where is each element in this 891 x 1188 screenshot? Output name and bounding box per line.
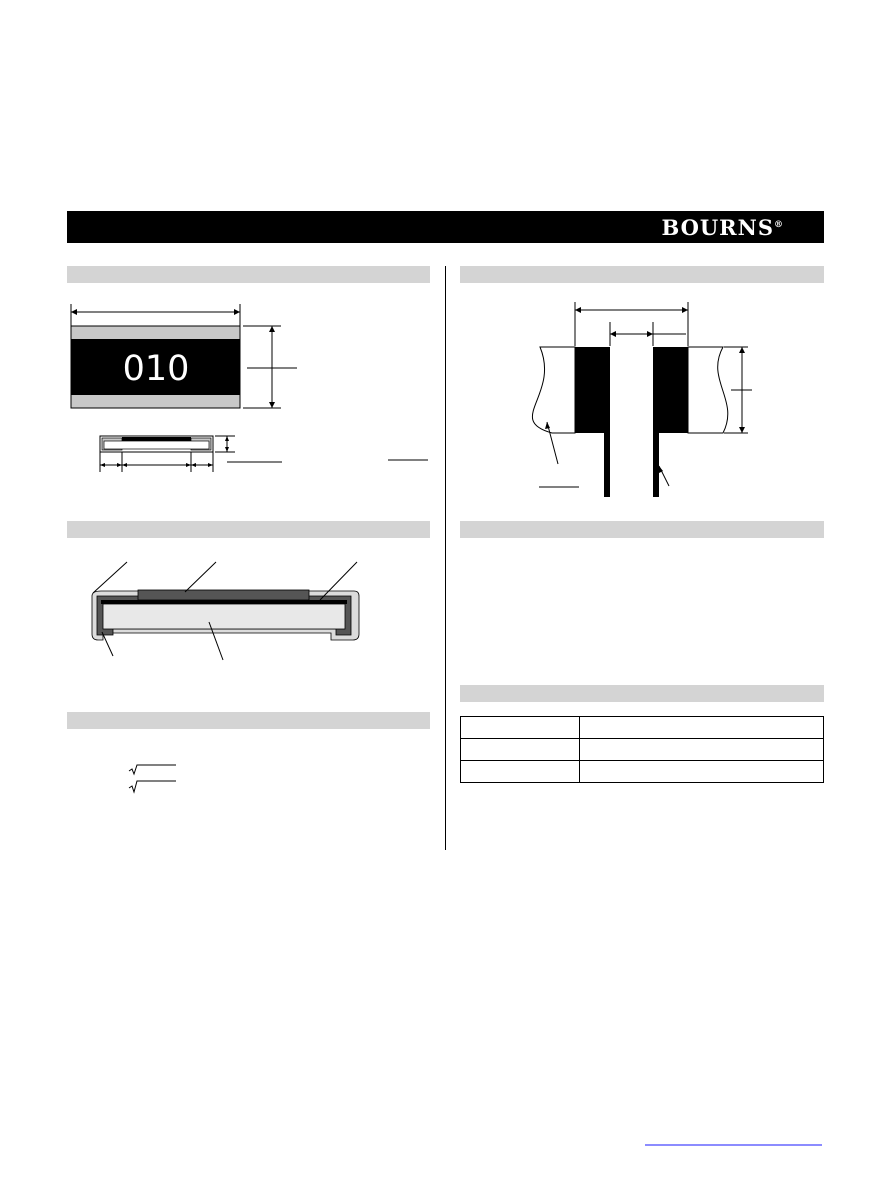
formula-radicals — [129, 765, 176, 792]
land-pattern-drawing — [532, 302, 752, 497]
table-row — [461, 761, 824, 783]
table-row — [461, 717, 824, 739]
construction-drawing — [92, 562, 359, 660]
table-row — [461, 739, 824, 761]
chip-side-view — [100, 436, 428, 472]
spec-table — [460, 716, 824, 783]
brand-logo: BOURNS® — [661, 215, 784, 240]
chip-marking: 010 — [122, 349, 190, 389]
